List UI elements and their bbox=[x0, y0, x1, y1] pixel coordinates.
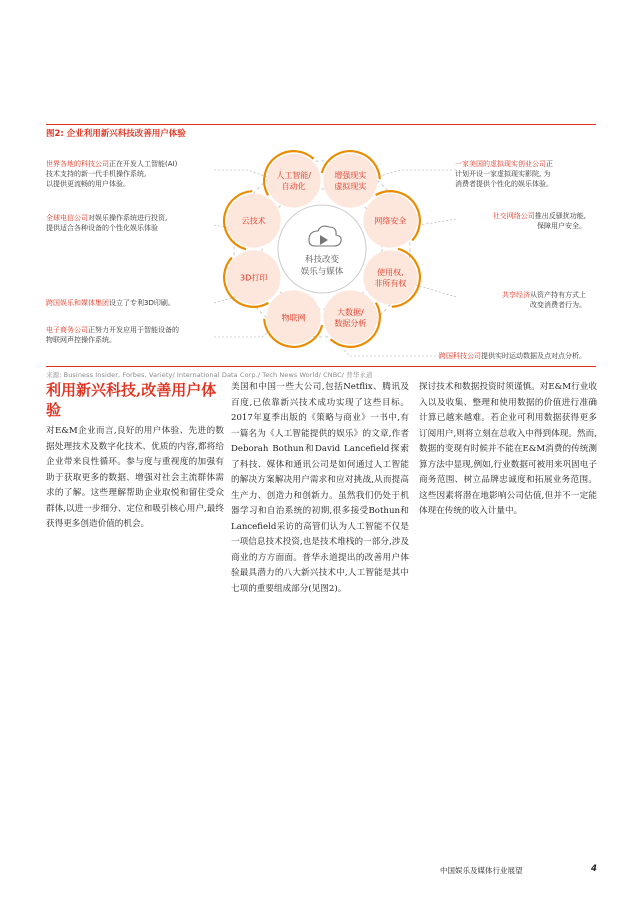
annotation-vr bbox=[455, 159, 600, 189]
annotation-security-highlight: 社交网络公司 bbox=[492, 212, 535, 220]
figure-diagram bbox=[0, 0, 640, 380]
annotation-cloud-text-2: 提供适合各种设备的个性化娱乐体验 bbox=[46, 224, 158, 232]
annotation-3d-print bbox=[46, 298, 221, 308]
node-label: 物联网 bbox=[281, 313, 306, 323]
annotation-sharing-highlight: 共享经济 bbox=[502, 291, 530, 299]
article-column-3: 探讨技术和数据投资时须谨慎。对E&M行业收入以及收集、整理和使用数据的价值进行准确计算已越来越难。若企业可利用数据获得更多订阅用户,则将立刻在总收入中得到体现。然而,数据的变现有时候并不能在E&M消费的传统测算方法中显现,例如,行业数据可被用来巩固电子商务范围、树立品牌忠诚度和拓展业务范围。这些因素将潜在地影响公司估值,但并不一定能体现在传统的收入计量中。 bbox=[419, 382, 597, 516]
footer-title: 中国娱乐及媒体行业展望 bbox=[440, 866, 523, 875]
node-label: 云技术 bbox=[241, 216, 266, 226]
node-label: 数据分析 bbox=[334, 318, 367, 328]
annotation-sharing bbox=[440, 290, 586, 310]
annotation-iot-text-2: 物联网声控操作系统。 bbox=[46, 336, 116, 344]
node-label: 3D打印 bbox=[240, 273, 268, 283]
annotation-security bbox=[440, 211, 586, 231]
center-label-1: 科技改变 bbox=[304, 255, 340, 265]
annotation-vr-text-1: 正 bbox=[546, 160, 553, 168]
figure-bottom-rule bbox=[46, 366, 596, 367]
center-circle bbox=[278, 205, 366, 293]
node-label: 非所有权 bbox=[374, 278, 407, 288]
annotation-ai-text-3: 以提供更流畅的用户体验。 bbox=[46, 180, 130, 188]
article-column-2: 美国和中国一些大公司,包括Netflix、腾讯及百度,已依靠新兴技术成功实现了这些目标。2017年夏季出版的《策略与商业》一书中,有一篇名为《人工智能提供的娱乐》的文章,作者Deborah Bothun和David Lancefield探索了科技、媒体和通讯公司是如何通过人工智能的解决方案解决用户需求和应对挑战,从而提高生产力、创造力和创新力。虽然我们仍处于机器学习和自治系统的初期,很多接受Bothun和Lancefield采访的高管们认为人工智能不仅是一项信息技术投资,也是技术堆栈的一部分,涉及商业的方方面面。普华永道提出的改善用户体验最具潜力的八大新兴技术中,人工智能是其中七项的重要组成部分(见图2)。 bbox=[231, 382, 409, 594]
annotation-3d-print-highlight: 跨国娱乐和媒体集团 bbox=[46, 299, 109, 307]
annotation-ai bbox=[46, 159, 221, 189]
annotation-bigdata-text-1: 提供实时运动数据及点对点分析。 bbox=[481, 352, 586, 360]
annotation-vr-text-2: 计划开设一家虚拟现实影院, 为 bbox=[455, 170, 551, 178]
annotation-iot-text-1: 正努力开发应用于智能设备的 bbox=[88, 326, 179, 334]
node-label: 虚拟现实 bbox=[334, 182, 367, 192]
annotation-security-text-1: 推出反骚扰功能, bbox=[534, 212, 586, 220]
annotation-cloud-highlight: 全球电信公司 bbox=[46, 214, 88, 222]
annotation-bigdata-highlight: 跨国科技公司 bbox=[439, 352, 481, 360]
annotation-iot bbox=[46, 325, 221, 345]
figure-title: 图2: 企业利用新兴科技改善用户体验 bbox=[46, 129, 186, 139]
annotation-sharing-text-1: 从资产持有方式上 bbox=[530, 291, 586, 299]
page-number: 4 bbox=[591, 864, 597, 874]
node-label: 自动化 bbox=[281, 182, 306, 192]
annotation-cloud-text-1: 对娱乐操作系统进行投资, bbox=[88, 214, 168, 222]
node-label: 增强现实 bbox=[334, 171, 367, 181]
node-label: 网络安全 bbox=[374, 216, 407, 226]
annotation-vr-text-3: 消费者提供个性化的娱乐体验。 bbox=[455, 180, 553, 188]
node-label: 使用权, bbox=[377, 267, 404, 277]
annotation-sharing-text-2: 改变消费者行为。 bbox=[530, 301, 586, 309]
center-label-2: 娱乐与媒体 bbox=[300, 267, 344, 277]
annotation-security-text-2: 保障用户安全。 bbox=[537, 222, 586, 230]
annotation-ai-text-2: 技术支持的新一代手机操作系统, bbox=[46, 170, 147, 178]
figure-source: 来源: Business Insider, Forbes, Variety/ International Data Corp./ Tech News World/ CNBC/ 普华永道 bbox=[46, 371, 373, 379]
annotation-ai-text-1: 正在开发人工智能(AI) bbox=[109, 160, 178, 168]
node-label: 人工智能/ bbox=[276, 171, 312, 181]
annotation-bigdata bbox=[380, 351, 586, 361]
article-column-1: 对E&M企业而言,良好的用户体验、先进的数据处理技术及数字化技术、优质的内容,都将给企业带来良性循环。参与度与重视度的加强有助于获取更多的数据、增强对社会主流群体需求的了解。这些理解帮助企业取悦和留住受众群体,以进一步细分、定位和吸引核心用户,最终获得更多创造价值的机会。 bbox=[46, 426, 224, 529]
annotation-cloud bbox=[46, 213, 221, 233]
annotation-ai-highlight: 世界各地的科技公司 bbox=[46, 160, 109, 168]
annotation-iot-highlight: 电子商务公司 bbox=[46, 326, 88, 334]
node-label: 大数据/ bbox=[336, 307, 364, 317]
annotation-vr-highlight: 一家美国的虚拟现实创业公司 bbox=[455, 160, 546, 168]
section-heading: 利用新兴科技,改善用户体验 bbox=[46, 381, 217, 419]
annotation-3d-print-text-1: 设立了专利3D印刷。 bbox=[109, 299, 175, 307]
